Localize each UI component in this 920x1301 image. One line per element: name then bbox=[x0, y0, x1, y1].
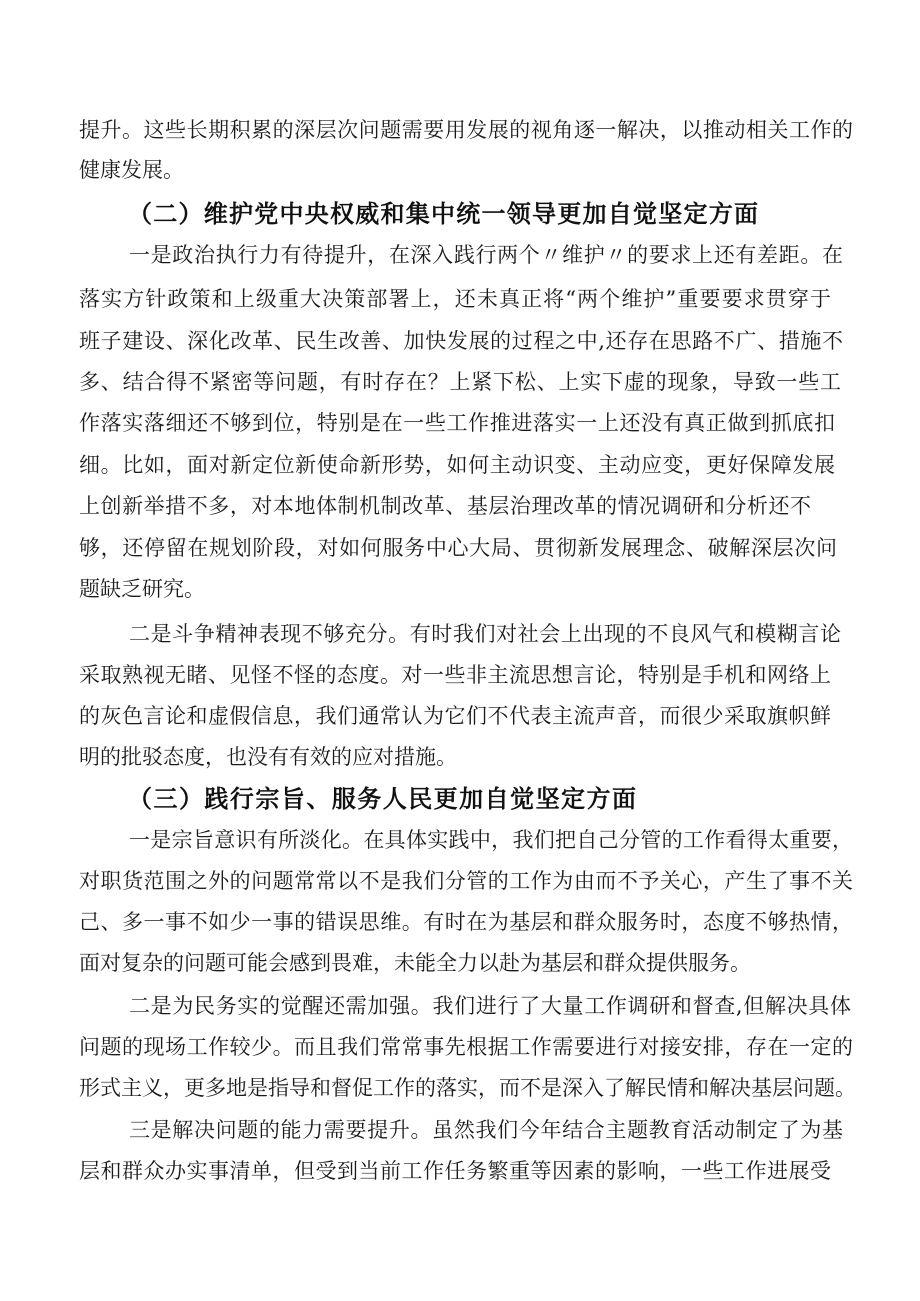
text-line: 题缺乏研究。 bbox=[79, 577, 205, 601]
text-line: 明的批驳态度，也没有有效的应对措施。 bbox=[79, 745, 457, 769]
section-heading: （二）维护党中央权威和集中统一领导更加自觉坚定方面 bbox=[128, 200, 758, 228]
text-line: 形式主义，更多地是指导和督促工作的落实，而不是深入了解民情和解决基层问题。 bbox=[79, 1076, 856, 1100]
text-line: 作落实落细还不够到位，特别是在一些工作推进落实一上还没有真正做到抓底扣 bbox=[79, 411, 835, 435]
section-heading: （三）践行宗旨、服务人民更加自觉坚定方面 bbox=[128, 785, 636, 813]
text-line: 班子建设、深化改革、民生改善、加快发展的过程之中,还存在思路不广、措施不 bbox=[79, 329, 843, 353]
text-line: 二是斗争精神表现不够充分。有时我们对社会上出现的不良风气和模糊言论 bbox=[129, 622, 841, 646]
text-line: 三是解决问题的能力需要提升。虽然我们今年结合主题教育活动制定了为基 bbox=[129, 1118, 843, 1142]
text-line: 采取熟视无睹、见怪不怪的态度。对一些非主流思想言论，特别是手机和网络上 bbox=[79, 663, 831, 687]
text-line: 对职货范围之外的问题常常以不是我们分管的工作为由而不予关心，产生了事不关 bbox=[79, 869, 853, 893]
text-line: 够，还停留在规划阶段，对如何服务中心大局、贯彻新发展理念、破解深层次问 bbox=[79, 536, 837, 560]
text-line: 多、结合得不紧密等问题，有时存在？上紧下松、上实下虚的现象，导致一些工 bbox=[79, 370, 841, 394]
text-line: 的灰色言论和虚假信息，我们通常认为它们不代表主流声音，而很少采取旗帜鲜 bbox=[79, 704, 831, 728]
text-line: 落实方针政策和上级重大决策部署上，还未真正将“两个维护”重要要求贯穿于 bbox=[79, 287, 831, 311]
text-line: 己、多一事不如少一事的错误思维。有时在为基层和群众服务时，态度不够热情， bbox=[79, 910, 853, 934]
text-line: 细。比如，面对新定位新使命新形势，如何主动识变、主动应变，更好保障发展 bbox=[79, 453, 835, 477]
text-line: 一是宗旨意识有所淡化。在具体实践中，我们把自己分管的工作看得太重要， bbox=[129, 828, 853, 852]
text-line: 提升。这些长期积累的深层次问题需要用发展的视角逐一解决，以推动相关工作的 bbox=[79, 118, 853, 142]
text-line: 面对复杂的问题可能会感到畏难，未能全力以赴为基层和群众提供服务。 bbox=[79, 951, 751, 975]
text-line: 健康发展。 bbox=[79, 158, 184, 182]
text-line: 一是政治执行力有待提升，在深入践行两个〃维护〃的要求上还有差距。在 bbox=[129, 243, 843, 267]
text-line: 二是为民务实的觉醒还需加强。我们进行了大量工作调研和督查,但解决具体 bbox=[129, 994, 851, 1018]
text-line: 层和群众办实事清单，但受到当前工作任务繁重等因素的影响，一些工作进展受 bbox=[79, 1159, 831, 1183]
text-line: 问题的现场工作较少。而且我们常常事先根据工作需要进行对接安排，存在一定的 bbox=[79, 1035, 853, 1059]
text-line: 上创新举措不多，对本地体制机制改革、基层治理改革的情况调研和分析还不 bbox=[79, 494, 811, 518]
